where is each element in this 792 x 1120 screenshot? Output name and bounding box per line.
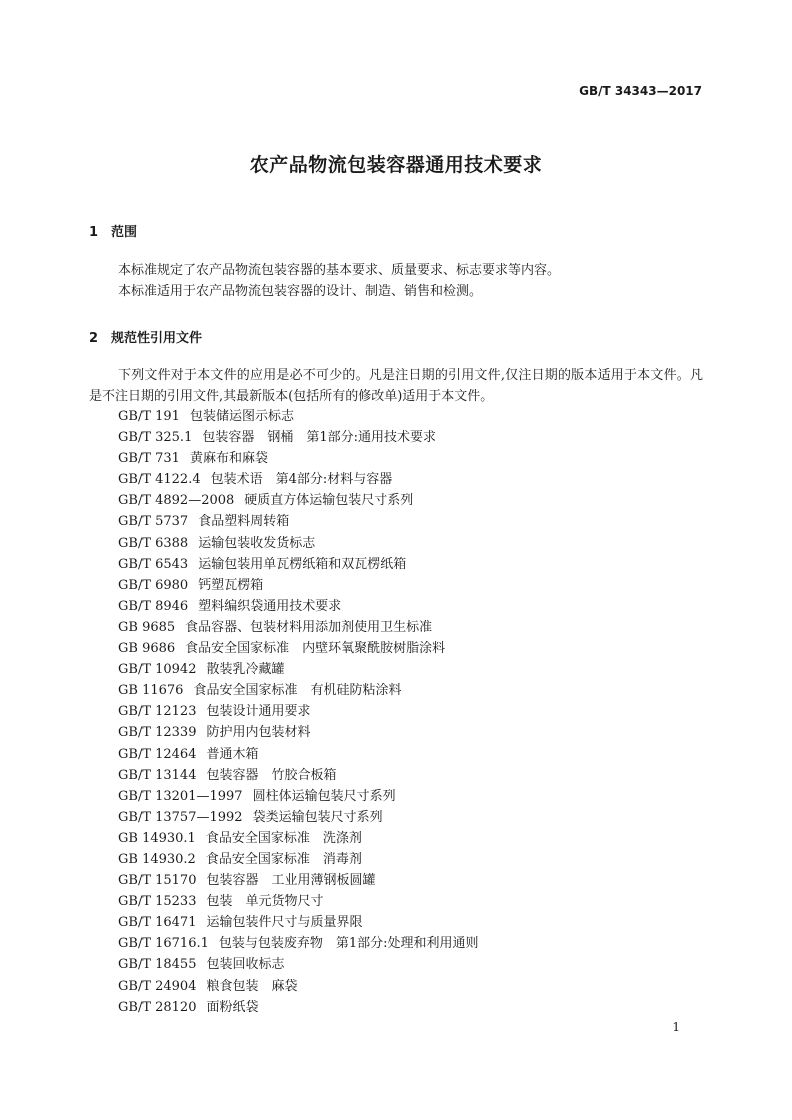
reference-code: GB/T 4122.4 [118, 472, 201, 488]
reference-code: GB/T 16471 [118, 915, 197, 931]
reference-code: GB 9685 [118, 619, 176, 635]
reference-code: GB/T 731 [118, 451, 180, 467]
reference-item [118, 891, 479, 912]
reference-code: GB/T 6543 [118, 556, 189, 572]
reference-title: 粮食包装 麻袋 [206, 978, 298, 994]
reference-title: 普通木箱 [206, 746, 259, 762]
section-2-number: 2 [89, 331, 99, 346]
section-1-heading [89, 221, 137, 240]
reference-title: 包装 单元货物尺寸 [206, 894, 324, 910]
reference-item [118, 511, 479, 532]
reference-item [118, 617, 479, 638]
reference-title: 食品安全国家标准 洗涤剂 [205, 830, 362, 846]
section-2-heading [89, 327, 202, 346]
reference-title: 食品塑料周转箱 [198, 514, 290, 530]
reference-item [118, 744, 479, 765]
reference-item [118, 596, 479, 617]
reference-item [118, 997, 479, 1018]
reference-item [118, 659, 479, 680]
reference-title: 包装容器 钢桶 第1部分:通用技术要求 [202, 430, 436, 446]
reference-code: GB/T 28120 [118, 999, 197, 1015]
reference-title: 圆柱体运输包装尺寸系列 [252, 788, 396, 804]
reference-code: GB/T 13757—1992 [118, 809, 243, 825]
reference-code: GB/T 12123 [118, 704, 197, 720]
reference-title: 包装设计通用要求 [206, 704, 311, 720]
reference-item [118, 807, 479, 828]
reference-code: GB 14930.1 [118, 830, 196, 846]
reference-code: GB/T 10942 [118, 662, 197, 678]
reference-title: 食品安全国家标准 有机硅防粘涂料 [193, 683, 402, 699]
reference-item [118, 490, 479, 511]
section-2-intro: 下列文件对于本文件的应用是必不可少的。凡是注日期的引用文件,仅注日期的版本适用于本文件。凡是不注日期的引用文件,其最新版本(包括所有的修改单)适用于本文件。 [89, 368, 703, 404]
reference-code: GB/T 13144 [118, 767, 197, 783]
reference-code: GB/T 24904 [118, 978, 197, 994]
reference-title: 食品容器、包装材料用添加剂使用卫生标准 [185, 619, 433, 635]
reference-code: GB/T 6980 [118, 577, 189, 593]
reference-title: 散装乳冷藏罐 [206, 662, 285, 678]
reference-item [118, 870, 479, 891]
reference-code: GB/T 15170 [118, 873, 197, 889]
reference-item [118, 533, 479, 554]
reference-item [118, 469, 479, 490]
reference-code: GB/T 16716.1 [118, 936, 209, 952]
reference-title: 袋类运输包装尺寸系列 [252, 809, 383, 825]
reference-item [118, 954, 479, 975]
reference-item [118, 933, 479, 954]
reference-item [118, 638, 479, 659]
reference-item [118, 406, 479, 427]
reference-title: 包装回收标志 [206, 957, 285, 973]
reference-code: GB 14930.2 [118, 851, 196, 867]
reference-code: GB/T 15233 [118, 894, 197, 910]
reference-list [118, 406, 479, 1018]
reference-code: GB/T 12464 [118, 746, 197, 762]
section-2-title: 规范性引用文件 [111, 331, 203, 346]
reference-title: 包装容器 工业用薄钢板圆罐 [206, 873, 376, 889]
reference-item [118, 765, 479, 786]
reference-code: GB/T 18455 [118, 957, 197, 973]
section-1-number: 1 [89, 225, 99, 240]
reference-item [118, 680, 479, 701]
reference-item [118, 701, 479, 722]
section-1-paragraph-2: 本标准适用于农产品物流包装容器的设计、制造、销售和检测。 [118, 284, 483, 299]
section-1-paragraph-1: 本标准规定了农产品物流包装容器的基本要求、质量要求、标志要求等内容。 [118, 263, 561, 278]
reference-item [118, 722, 479, 743]
reference-code: GB/T 12339 [118, 725, 197, 741]
reference-title: 面粉纸袋 [206, 999, 259, 1015]
reference-title: 钙塑瓦楞箱 [198, 577, 264, 593]
reference-item [118, 976, 479, 997]
reference-title: 黄麻布和麻袋 [189, 451, 268, 467]
reference-title: 包装容器 竹胶合板箱 [206, 767, 337, 783]
reference-code: GB/T 325.1 [118, 430, 193, 446]
standard-code: GB/T 34343—2017 [579, 84, 702, 98]
reference-item [118, 448, 479, 469]
reference-title: 食品安全国家标准 内壁环氧聚酰胺树脂涂料 [185, 641, 446, 657]
reference-item [118, 427, 479, 448]
reference-code: GB 11676 [118, 683, 184, 699]
reference-title: 防护用内包装材料 [206, 725, 311, 741]
reference-title: 运输包装用单瓦楞纸箱和双瓦楞纸箱 [198, 556, 407, 572]
page-number: 1 [672, 1020, 680, 1034]
reference-item [118, 849, 479, 870]
reference-code: GB/T 5737 [118, 514, 189, 530]
reference-item [118, 786, 479, 807]
section-1-title: 范围 [111, 225, 138, 240]
reference-item [118, 828, 479, 849]
reference-title: 运输包装件尺寸与质量界限 [206, 915, 363, 931]
reference-code: GB/T 13201—1997 [118, 788, 243, 804]
reference-code: GB/T 8946 [118, 598, 189, 614]
reference-code: GB/T 191 [118, 409, 180, 424]
reference-item [118, 912, 479, 933]
reference-title: 包装与包装废弃物 第1部分:处理和利用通则 [218, 936, 479, 952]
reference-title: 硬质直方体运输包装尺寸系列 [244, 493, 414, 509]
reference-title: 食品安全国家标准 消毒剂 [205, 851, 362, 867]
reference-code: GB/T 4892—2008 [118, 493, 235, 509]
reference-code: GB 9686 [118, 641, 176, 657]
reference-item [118, 554, 479, 575]
reference-title: 运输包装收发货标志 [198, 535, 316, 551]
reference-item [118, 575, 479, 596]
reference-title: 塑料编织袋通用技术要求 [198, 598, 342, 614]
reference-code: GB/T 6388 [118, 535, 189, 551]
document-title: 农产品物流包装容器通用技术要求 [249, 154, 543, 176]
reference-title: 包装储运图示标志 [189, 409, 294, 424]
reference-title: 包装术语 第4部分:材料与容器 [210, 472, 393, 488]
